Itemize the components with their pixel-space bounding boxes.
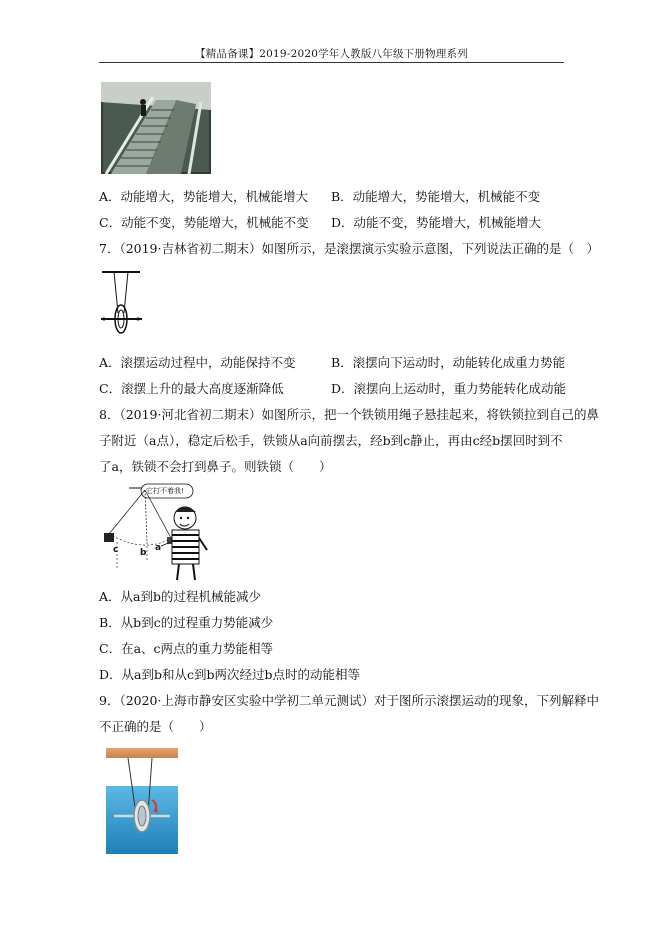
q6-option-a: A．动能增大，势能增大，机械能增大	[99, 189, 309, 204]
q7-option-b: B．滚摆向下运动时，动能转化成重力势能	[331, 355, 566, 370]
q7-option-a: A．滚摆运动过程中，动能保持不变	[99, 355, 296, 370]
header-rule	[99, 62, 564, 63]
figure-label-c: c	[113, 545, 119, 555]
q6-option-d: D．动能不变，势能增大，机械能增大	[331, 215, 542, 230]
escalator-photo	[101, 82, 211, 174]
q9-stem-line-2: 不正确的是（ ）	[99, 719, 212, 734]
maxwell-wheel-figure	[100, 269, 146, 337]
pendulum-lock-figure	[99, 482, 211, 582]
q6-option-c: C．动能不变，势能增大，机械能不变	[99, 215, 309, 230]
q9-stem-line-1: 9．（2020·上海市静安区实验中学初二单元测试）对于图所示滚摆运动的现象，下列解释中	[99, 693, 599, 708]
figure-label-b: b	[140, 548, 147, 558]
q8-option-b: B．从b到c的过程重力势能减少	[99, 615, 274, 630]
q8-option-d: D．从a到b和从c到b两次经过b点时的动能相等	[99, 667, 360, 682]
q8-option-c: C．在a、c两点的重力势能相等	[99, 641, 274, 656]
q8-option-a: A．从a到b的过程机械能减少	[99, 589, 261, 604]
figure-bubble-text: 它打不着我!	[146, 487, 184, 495]
figure-label-a: a	[155, 543, 162, 553]
wheel-water-figure	[106, 748, 178, 854]
q8-stem-line-1: 8．（2019·河北省初二期末）如图所示，把一个铁锁用绳子悬挂起来，将铁锁拉到自己的鼻	[99, 407, 599, 422]
q8-stem-line-3: 了a，铁锁不会打到鼻子。则铁锁（ ）	[99, 459, 332, 474]
q7-option-c: C．滚摆上升的最大高度逐渐降低	[99, 381, 284, 396]
q7-stem: 7．（2019·吉林省初二期末）如图所示，是滚摆演示实验示意图，下列说法正确的是（ ）	[99, 241, 599, 256]
q6-option-b: B．动能增大，势能增大，机械能不变	[331, 189, 541, 204]
page-header: 【精品备课】2019-2020学年人教版八年级下册物理系列	[195, 48, 468, 60]
q7-option-d: D．滚摆向上运动时，重力势能转化成动能	[331, 381, 567, 396]
q8-stem-line-2: 子附近（a点），稳定后松手，铁锁从a向前摆去，经b到c静止，再由c经b摆回时到不	[99, 433, 563, 448]
